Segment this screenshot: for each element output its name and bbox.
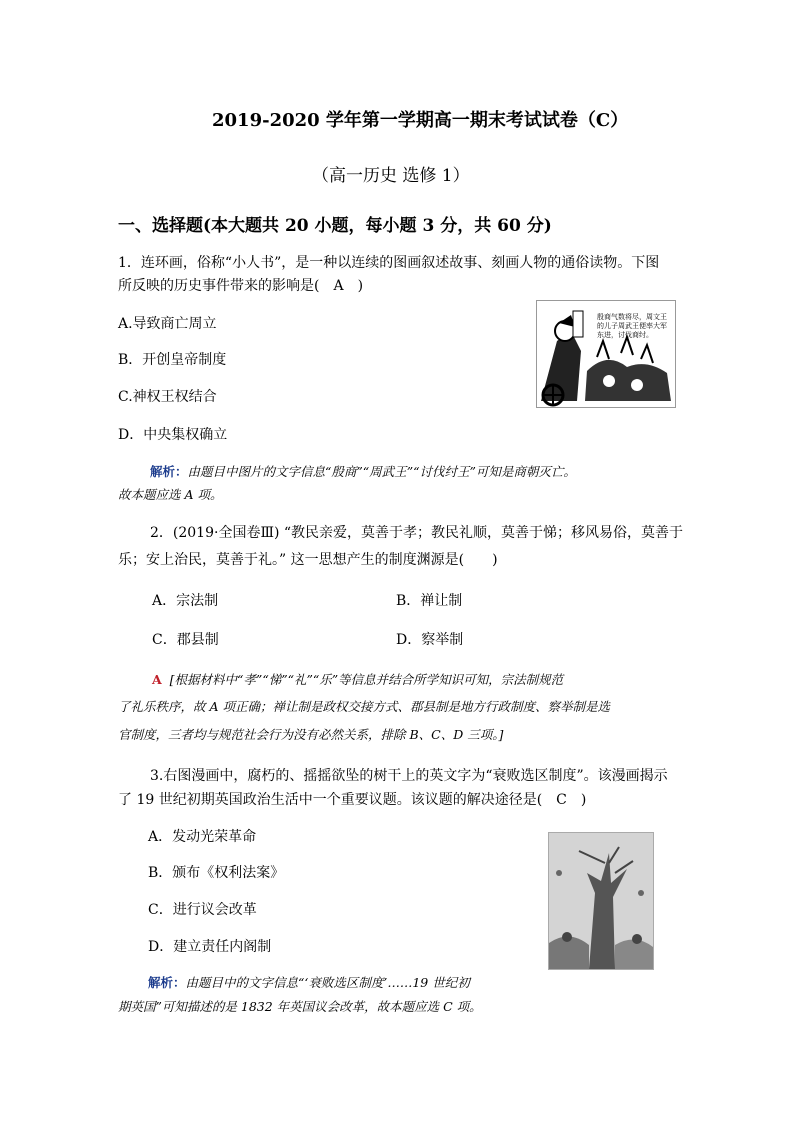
comic-caption: 殷商气数将尽，周文王的儿子周武王便率大军东进，讨伐商纣。 (597, 313, 667, 339)
q2-text-line1: 2．(2019·全国卷Ⅲ) “教民亲爱，莫善于孝；教民礼顺，莫善于悌；移风易俗，莫善于 (150, 525, 684, 541)
q2-option-d: D．察举制 (396, 632, 464, 648)
q3-analysis-line1 (148, 973, 470, 991)
q1-analysis-label: 解析： (150, 464, 188, 479)
rotten-tree-cartoon-image (548, 832, 654, 970)
q2-analysis-line3: 官制度，三者均与规范社会行为没有必然关系，排除 B、C、D 三项。] (118, 727, 504, 742)
q3-option-c: C．进行议会改革 (148, 902, 257, 918)
q3-text-line1: 3.右图漫画中，腐朽的、摇摇欲坠的树干上的英文字为“衰败选区制度”。该漫画揭示 (150, 768, 668, 784)
section-heading: 一、选择题(本大题共 20 小题，每小题 3 分，共 60 分) (118, 216, 552, 236)
q1-option-a: A.导致商亡周立 (118, 316, 217, 332)
q1-analysis-text: 由题目中图片的文字信息“殷商”“周武王”“讨伐纣王”可知是商朝灭亡。 (187, 464, 576, 479)
q3-analysis-text: 由题目中的文字信息“‘衰败选区制度’……19 世纪初 (185, 975, 470, 990)
comic-strip-image (536, 300, 676, 408)
q3-analysis-line2: 期英国”可知描述的是 1832 年英国议会改革，故本题应选 C 项。 (118, 999, 482, 1014)
q2-analysis-line1 (152, 670, 563, 688)
q3-text-line2: 了 19 世纪初期英国政治生活中一个重要议题。该议题的解决途径是( C ) (118, 792, 587, 808)
q3-option-b: B．颁布《权利法案》 (148, 865, 285, 881)
q2-text-line2: 乐；安上治民，莫善于礼。” 这一思想产生的制度渊源是( ) (118, 552, 498, 568)
exam-title: 2019-2020 学年第一学期高一期末考试试卷（C） (212, 110, 629, 131)
q1-analysis-line1 (150, 462, 576, 480)
q2-answer: A (152, 672, 162, 687)
q2-analysis-text: [根据材料中“孝”“悌”“礼”“乐”等信息并结合所学知识可知，宗法制规范 (169, 672, 564, 687)
q2-option-b: B．禅让制 (396, 593, 463, 609)
q3-analysis-label: 解析： (148, 975, 186, 990)
cartoon-drawing-icon (549, 833, 653, 969)
q1-option-b: B．开创皇帝制度 (118, 352, 227, 368)
q1-option-c: C.神权王权结合 (118, 389, 217, 405)
q1-text-line1: 1．连环画，俗称“小人书”，是一种以连续的图画叙述故事、刻画人物的通俗读物。下图 (118, 255, 660, 271)
q2-analysis-line2: 了礼乐秩序，故 A 项正确；禅让制是政权交接方式、郡县制是地方行政制度、察举制是选 (118, 699, 610, 714)
q1-analysis-line2: 故本题应选 A 项。 (118, 487, 223, 502)
q1-text-line2: 所反映的历史事件带来的影响是( A ) (118, 278, 364, 294)
q3-option-d: D．建立责任内阁制 (148, 939, 272, 955)
q3-option-a: A．发动光荣革命 (148, 829, 257, 845)
exam-subtitle: （高一历史 选修 1） (312, 166, 470, 186)
q1-option-d: D．中央集权确立 (118, 427, 228, 443)
q2-option-c: C．郡县制 (152, 632, 219, 648)
q2-option-a: A．宗法制 (152, 593, 219, 609)
